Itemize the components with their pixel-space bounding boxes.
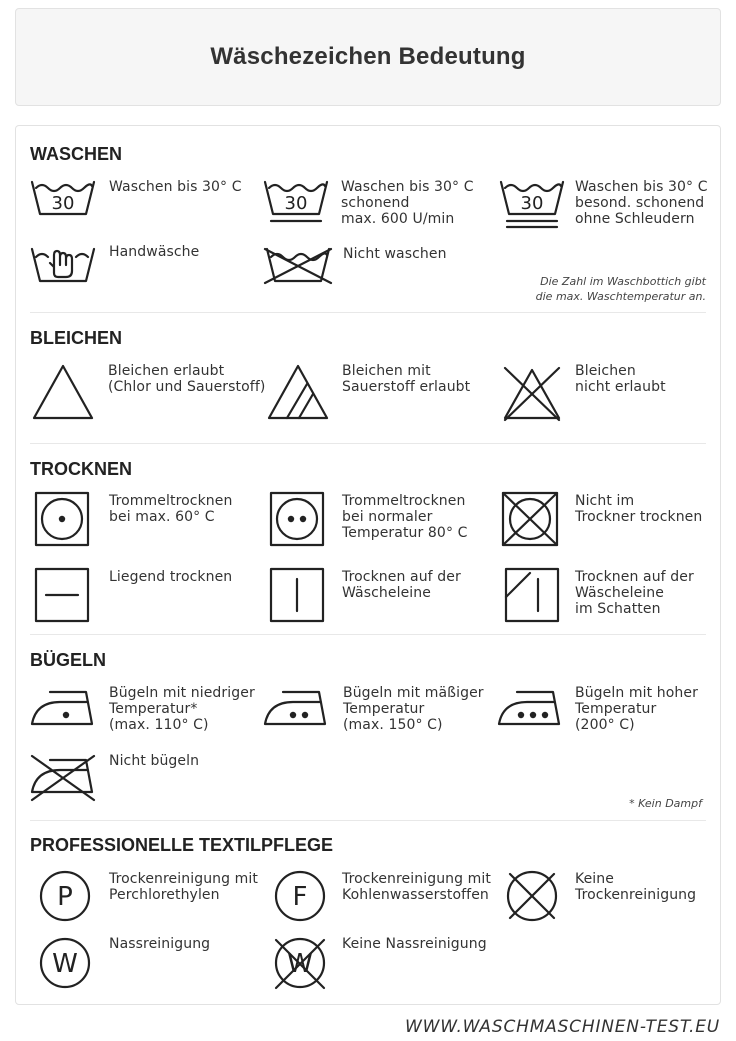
header — [15, 8, 721, 106]
wet-clean-letter: W — [52, 949, 78, 979]
symbol-label: Trocknen auf der Wäscheleine — [342, 569, 461, 601]
iron-high-icon — [497, 684, 567, 732]
do-not-bleach-icon — [499, 362, 565, 424]
symbol-card — [15, 125, 721, 1005]
symbol-dry-clean-p — [38, 869, 278, 924]
symbol-bleach-allowed — [30, 362, 270, 422]
symbol-label: Keine Trockenreinigung — [575, 871, 697, 903]
wash-30-gentle-icon — [263, 178, 329, 228]
symbol-do-not-wet-clean — [273, 936, 513, 991]
symbol-label: Trommeltrocknen bei max. 60° C — [109, 493, 233, 525]
symbol-do-not-dry-clean — [504, 869, 719, 924]
wash-temp: 30 — [520, 193, 544, 214]
symbol-dry-flat — [34, 567, 264, 625]
symbol-label: Trocknen auf der Wäscheleine im Schatten — [575, 569, 694, 617]
dry-flat-icon — [34, 567, 90, 623]
wash-temp: 30 — [284, 193, 308, 214]
symbol-iron-medium — [263, 684, 503, 734]
dry-clean-p-icon — [38, 869, 92, 923]
oxygen-bleach-icon — [265, 362, 331, 422]
wash-30-icon — [30, 178, 96, 222]
symbol-label: Nicht im Trockner trocknen — [575, 493, 703, 525]
section-title-trocknen: TROCKNEN — [30, 459, 132, 479]
divider — [30, 634, 706, 635]
symbol-label: Bleichen mit Sauerstoff erlaubt — [342, 363, 471, 395]
bleach-allowed-icon — [30, 362, 96, 422]
symbol-label: Bügeln mit niedriger Temperatur* (max. 110° C) — [109, 685, 255, 733]
do-not-wet-clean-icon — [273, 936, 329, 990]
symbol-do-not-tumble-dry — [501, 491, 716, 549]
divider — [30, 820, 706, 821]
dry-clean-letter: P — [57, 882, 73, 912]
section-title-waschen: WASCHEN — [30, 144, 123, 164]
line-dry-shade-icon — [504, 567, 560, 623]
symbol-oxygen-bleach — [265, 362, 495, 422]
symbol-tumble-dry-low — [34, 491, 264, 549]
symbol-label: Liegend trocknen — [109, 569, 233, 585]
symbol-label: Waschen bis 30° C besond. schonend ohne Schleudern — [575, 179, 708, 227]
symbol-line-dry — [269, 567, 499, 625]
section-title-profi: PROFESSIONELLE TEXTILPFLEGE — [30, 835, 334, 855]
symbol-tumble-dry-normal — [269, 491, 499, 549]
symbol-hand-wash — [30, 243, 260, 288]
iron-medium-icon — [263, 684, 333, 732]
divider — [30, 443, 706, 444]
tumble-dry-low-icon — [34, 491, 90, 547]
iron-low-icon — [30, 684, 100, 732]
do-not-wash-icon — [263, 243, 333, 285]
symbol-iron-low — [30, 684, 270, 734]
symbol-wash-30 — [30, 178, 260, 223]
symbol-do-not-iron — [30, 752, 270, 802]
wet-clean-letter: W — [287, 949, 313, 979]
tumble-dry-normal-icon — [269, 491, 325, 547]
symbol-label: Handwäsche — [109, 244, 200, 260]
symbol-label: Keine Nassreinigung — [342, 936, 487, 952]
do-not-dry-clean-icon — [504, 869, 560, 923]
section-title-bleichen: BLEICHEN — [30, 328, 123, 348]
divider — [30, 312, 706, 313]
wet-clean-icon — [38, 936, 92, 990]
symbol-wet-clean — [38, 936, 278, 991]
symbol-line-dry-shade — [504, 567, 719, 625]
symbol-label: Nicht waschen — [343, 246, 447, 262]
wash-30-very-gentle-icon — [499, 178, 565, 232]
symbol-label: Nassreinigung — [109, 936, 211, 952]
page-title: Wäschezeichen Bedeutung — [210, 43, 526, 70]
symbol-label: Bügeln mit hoher Temperatur (200° C) — [575, 685, 698, 733]
wash-note: Die Zahl im Waschbottich gibt die max. Waschtemperatur an. — [535, 275, 706, 303]
symbol-wash-30-very-gentle — [499, 178, 714, 233]
dry-clean-letter: F — [292, 882, 308, 912]
symbol-wash-30-gentle — [263, 178, 493, 233]
footer-url: WWW.WASCHMASCHINEN-TEST.EU — [405, 1017, 720, 1037]
iron-note: * Kein Dampf — [629, 797, 702, 810]
symbol-do-not-bleach — [499, 362, 714, 422]
symbol-label: Trommeltrocknen bei normaler Temperatur 80° C — [342, 493, 468, 541]
symbol-label: Trockenreinigung mit Perchlorethylen — [109, 871, 258, 903]
symbol-label: Bleichen nicht erlaubt — [575, 363, 666, 395]
line-dry-icon — [269, 567, 325, 623]
do-not-tumble-dry-icon — [501, 491, 559, 547]
symbol-dry-clean-f — [273, 869, 513, 924]
symbol-label: Waschen bis 30° C schonend max. 600 U/min — [341, 179, 474, 227]
dry-clean-f-icon — [273, 869, 327, 923]
do-not-iron-icon — [30, 752, 100, 802]
section-title-buegeln: BÜGELN — [30, 650, 106, 670]
symbol-label: Waschen bis 30° C — [109, 179, 242, 195]
wash-temp: 30 — [51, 193, 75, 214]
symbol-iron-high — [497, 684, 717, 734]
symbol-label: Bügeln mit mäßiger Temperatur (max. 150° C) — [343, 685, 484, 733]
symbol-label: Bleichen erlaubt (Chlor und Sauerstoff) — [108, 363, 266, 395]
symbol-label: Trockenreinigung mit Kohlenwasserstoffen — [342, 871, 491, 903]
hand-wash-icon — [30, 243, 96, 285]
symbol-label: Nicht bügeln — [109, 753, 200, 769]
